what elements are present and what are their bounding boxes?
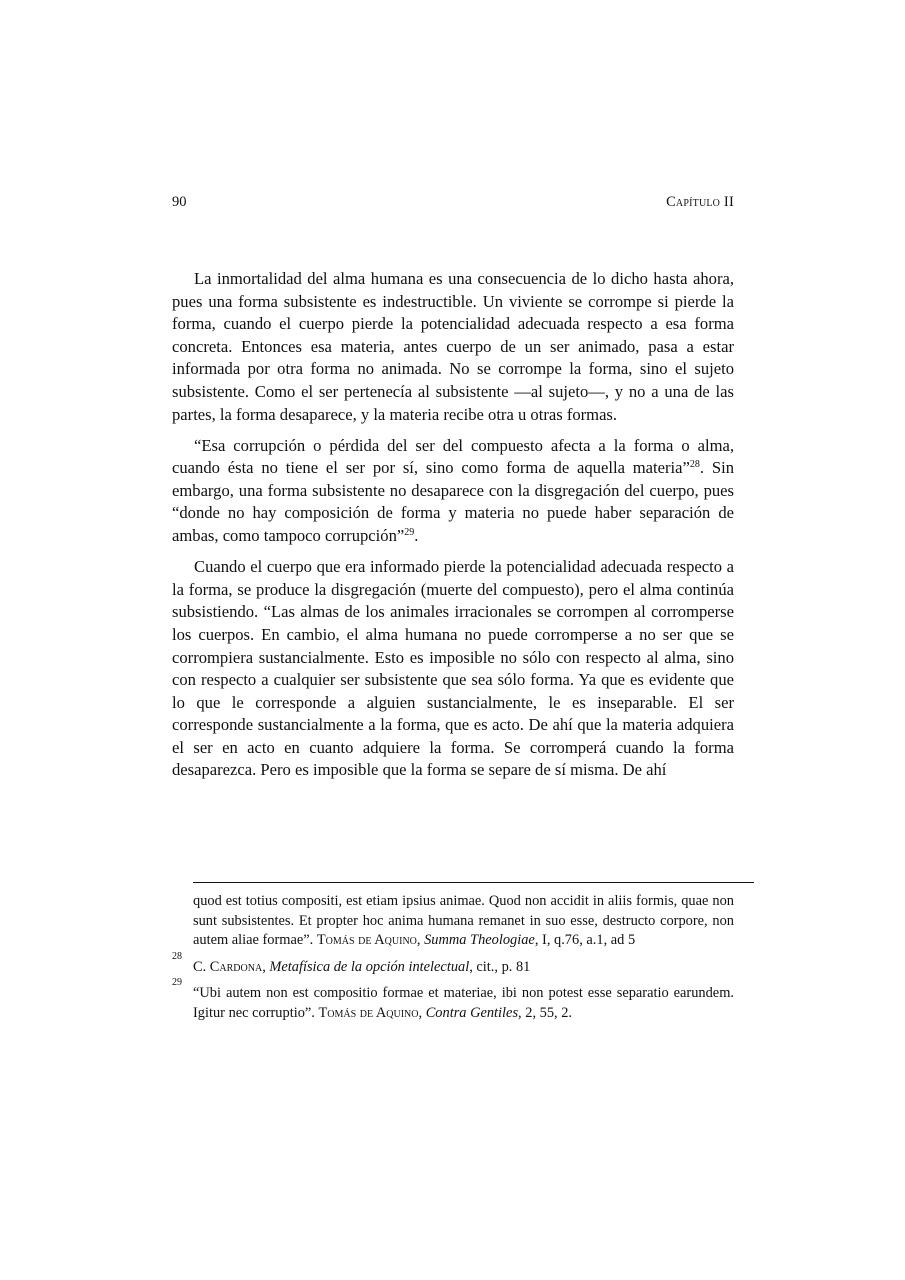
paragraph-2	[172, 435, 734, 548]
footnote-continued-work: Summa Theologiae	[424, 932, 535, 949]
paragraph-2-part-3: .	[414, 526, 419, 546]
footnote-28-sep: ,	[262, 958, 270, 975]
main-text	[172, 268, 734, 791]
footnote-continued-sep: ,	[416, 932, 425, 949]
paragraph-2-part-2: . Sin embargo, una forma subsistente no desaparece con la disgregación del cuerpo, pues “donde no hay composición de forma y materia no puede haber separación de ambas, como tampoco corrupción”	[172, 458, 734, 546]
footnote-29-work: Contra Gentiles	[425, 1004, 519, 1021]
footnote-29-sep: ,	[418, 1004, 426, 1021]
paragraph-1: La inmortalidad del alma humana es una consecuencia de lo dicho hasta ahora, pues una forma subsistente es indestructible. Un viviente se corrompe si pierde la forma, cuando el cuerpo pierde la potencialidad adecuada respecto a esa forma concreta. Entonces esa materia, antes cuerpo de un ser animado, pasa a estar informada por otra forma no animada. No se corrompe la forma, sino el sujeto subsistente. Como el ser pertenecía al subsistente —al sujeto—, y no a una de las partes, la forma desaparece, y la materia recibe otra u otras formas.	[172, 269, 734, 424]
footnote-ref-28: 28	[689, 459, 700, 471]
footnote-continued-text: quod est totius compositi, est etiam ipsius animae. Quod non accidit in aliis formis, quae non sunt subsistentes. Et propter hoc anima humana remanet in suo esse, destructo corpore, non autem aliae formae”.	[193, 893, 734, 949]
footnote-29-locator: , 2, 55, 2.	[518, 1004, 573, 1021]
footnote-continued-locator: , I, q.76, a.1, ad 5	[534, 932, 636, 949]
footnote-28-author-prefix: C.	[193, 958, 210, 975]
page-number: 90	[172, 194, 187, 210]
footnote-28-author: Cardona	[209, 958, 263, 975]
footnote-29-author: Tomás de Aquino	[318, 1004, 419, 1021]
paragraph-3: Cuando el cuerpo que era informado pierde la potencialidad adecuada respecto a la forma, se produce la disgregación (muerte del compuesto), pero el alma continúa subsistiendo. “Las almas de los animales irracionales se corrompen al corromperse los cuerpos. En cambio, el alma humana no puede corromperse a no ser que se corrompiera sustancialmente. Esto es imposible no sólo con respecto al alma, sino con respecto a cualquier ser subsistente que sea sólo forma. Ya que es evidente que lo que le corresponde a alguien sustancialmente, le es inseparable. El ser corresponde sustancialmente a la forma, que es acto. De ahí que la materia adquiera el ser en acto en cuanto adquiere la forma. Se corromperá cuando la forma desaparezca. Pero es imposible que la forma se separe de sí misma. De ahí	[172, 557, 734, 780]
paragraph-2-part-1: “Esa corrupción o pérdida del ser del compuesto afecta a la forma o alma, cuando ésta no tiene el ser por sí, sino como forma de aquella materia”	[172, 435, 734, 478]
footnote-continued-author: Tomás de Aquino	[316, 932, 417, 949]
footnote-separator	[193, 882, 754, 883]
footnote-28: 28 C. Cardona, Metafísica de la opción intelectual, cit., p. 81	[172, 950, 531, 975]
footnote-29: 29 “Ubi autem non est compositio formae et materiae, ibi non potest esse separatio earundem. Igitur nec corruptio”. Tomás de Aquino, Contra Gentiles, 2, 55, 2.	[172, 977, 734, 1021]
footnote-28-locator: , cit., p. 81	[469, 958, 531, 975]
chapter-title: Capítulo II	[666, 194, 734, 210]
footnotes	[172, 892, 734, 1031]
footnote-ref-29: 29	[404, 527, 415, 539]
footnote-29-text: “Ubi autem non est compositio formae et materiae, ibi non potest esse separatio earundem. Igitur nec corruptio”.	[193, 985, 734, 1021]
footnote-continued	[172, 892, 734, 951]
footnote-28-work: Metafísica de la opción intelectual	[269, 958, 470, 975]
